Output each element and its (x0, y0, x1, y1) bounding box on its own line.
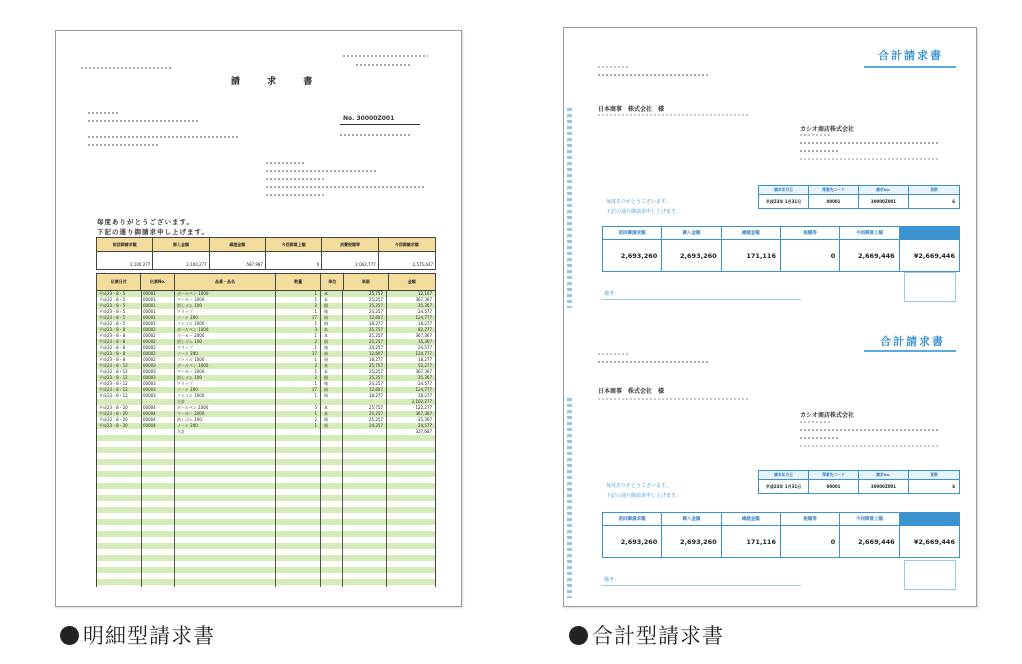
invoice-title: 請 求 書 (231, 77, 325, 87)
amount-value: ¥2,669,446 (913, 251, 955, 260)
address-line (598, 361, 708, 363)
greeting-line-1: 毎度ありがとうございます。 (97, 218, 194, 226)
cell-price: 18,277 (369, 357, 383, 362)
cell-qty: 5 (314, 405, 317, 410)
info-table (758, 185, 960, 209)
cell-no: 00002 (143, 351, 156, 356)
cell-qty: 3 (314, 327, 317, 332)
amount-value: 0 (781, 240, 840, 271)
cell-date: 平成23・8・20 (99, 405, 128, 410)
cell-amount: 82,277 (418, 327, 432, 332)
cell-unit: 本 (324, 333, 328, 338)
cell-name: ボールペン 1000 (177, 363, 209, 368)
cell-no: 00003 (143, 393, 156, 398)
customer-line (88, 144, 158, 146)
caption-text: 合計型請求書 (592, 624, 724, 648)
stamp-box (904, 272, 956, 302)
cell-unit: 本 (324, 363, 328, 368)
cell-amount: 35,367 (418, 339, 432, 344)
detail-header: 伝票日付 (97, 274, 141, 290)
cell-amount: 18,277 (418, 357, 432, 362)
cell-qty: 1 (314, 381, 317, 386)
cell-no: 00003 (143, 387, 156, 392)
cell-date: 平成23・8・8 (99, 345, 126, 350)
amount-header: 御入金額 (662, 513, 721, 526)
detail-header: 伝票No. (141, 274, 175, 290)
cell-unit: 本 (324, 411, 328, 416)
cell-name: クリップ (177, 345, 193, 350)
info-value: 平成23年 1月31日 (759, 480, 809, 493)
cell-name: マーカー 2000 (177, 411, 205, 416)
greeting-line-1: 毎度ありがとうございます。 (606, 199, 671, 205)
postal-code-line (88, 112, 118, 114)
cell-amount: 35,367 (418, 303, 432, 308)
cell-amount: 52,277 (418, 363, 432, 368)
cell-qty: 1 (314, 357, 317, 362)
amount-header-fill (900, 513, 959, 526)
cell-amount: 24,577 (418, 423, 432, 428)
customer-name: 日本商事 株式会社 様 (598, 106, 665, 113)
cell-amount: 2,102,277 (411, 399, 432, 404)
cell-date: 平成23・8・12 (99, 363, 128, 368)
cell-unit: 箱 (324, 309, 328, 314)
cell-date: 平成23・8・5 (99, 303, 126, 308)
cell-amount: 24,577 (418, 381, 432, 386)
greeting-line-2: 下記の通り御請求申し上げます。 (606, 493, 681, 499)
amount-table (602, 226, 960, 272)
cell-unit: 個 (324, 375, 328, 380)
cell-qty: 2 (314, 303, 317, 308)
info-value: 00001 (809, 195, 859, 208)
detail-header: 単位 (321, 274, 344, 290)
summary-header: 前回御請求額 (97, 238, 153, 252)
cell-unit: 個 (324, 417, 328, 422)
cell-no: 00004 (143, 405, 156, 410)
info-header: 請求No. (859, 186, 909, 195)
cell-amount: 35,367 (418, 375, 432, 380)
cell-no: 00004 (143, 423, 156, 428)
info-header: 得意先コード (809, 471, 859, 480)
cell-date: 平成23・8・12 (99, 393, 128, 398)
caption-detailed (60, 620, 215, 650)
cell-qty: 1 (314, 297, 317, 302)
cell-date: 平成23・8・20 (99, 417, 128, 422)
amount-header: 今回御買上額 (840, 513, 899, 526)
invoice-number: No. 30000Z001 (343, 115, 395, 122)
cell-qty: 2 (314, 417, 317, 422)
cell-amount: 24,577 (418, 345, 432, 350)
amount-header: 繰越金額 (722, 513, 781, 526)
detail-header: 数量 (276, 274, 321, 290)
greeting-line-2: 下記の通り御請求申し上げます。 (97, 228, 209, 236)
cell-price: 25,257 (369, 333, 383, 338)
summary-value: 2,100,277 (153, 252, 209, 269)
cell-price: 25,257 (369, 339, 383, 344)
caption-summary (569, 620, 724, 650)
cell-no: 00001 (143, 297, 156, 302)
date-line (343, 55, 428, 57)
cell-date: 平成23・8・8 (99, 333, 126, 338)
amount-value: 171,116 (722, 240, 781, 271)
amount-header: 今回御買上額 (840, 227, 899, 240)
bullet-icon (60, 626, 79, 645)
invoice-title: 合計請求書 (878, 49, 943, 62)
cell-price: 25,757 (369, 405, 383, 410)
info-value: 6 (952, 199, 955, 204)
cell-no: 00001 (143, 321, 156, 326)
cell-unit: 冊 (324, 357, 328, 362)
cell-unit: 個 (324, 303, 328, 308)
address-line (88, 120, 198, 122)
amount-header: 繰越金額 (722, 227, 781, 240)
info-value: 6 (952, 484, 955, 489)
cell-name: ボールペン 1000 (177, 291, 209, 296)
amount-header: 税額等 (781, 227, 840, 240)
cell-qty: 1 (314, 369, 317, 374)
issuer-address-line (266, 170, 376, 172)
amount-header: 御入金額 (662, 227, 721, 240)
cell-name: ノート 200 (177, 387, 198, 392)
cell-price: 25,757 (369, 291, 383, 296)
stamp-box (904, 560, 956, 590)
summary-header: 繰越金額 (210, 238, 266, 252)
customer-tel-line (598, 114, 748, 116)
cell-name: ボールペン 1000 (177, 405, 209, 410)
cell-price: 25,257 (369, 417, 383, 422)
cell-date: 平成23・8・12 (99, 369, 128, 374)
cell-price: 12,607 (369, 387, 383, 392)
cell-name: ノート 200 (177, 423, 198, 428)
cell-no: 00002 (143, 327, 156, 332)
cell-qty: 1 (314, 423, 317, 428)
cell-name: ノート 200 (177, 315, 198, 320)
cell-price: 25,257 (369, 297, 383, 302)
cell-date: 平成23・8・8 (99, 339, 126, 344)
cell-price: 24,257 (369, 309, 383, 314)
cell-no: 00003 (143, 363, 156, 368)
info-header: 請求年月日 (759, 186, 809, 195)
cell-price: 25,257 (369, 369, 383, 374)
detail-header: 金額 (407, 279, 416, 284)
cell-amount: 124,777 (415, 387, 432, 392)
cell-amount: 122,277 (415, 405, 432, 410)
summary-header: 今回御買上額 (266, 238, 322, 252)
cell-amount: 35,367 (418, 417, 432, 422)
cell-qty: 17 (311, 387, 317, 392)
cell-date: 平成23・8・8 (99, 327, 126, 332)
cell-name: ファイル 1000 (177, 321, 205, 326)
summary-value: 587,987 (210, 252, 266, 269)
greeting-line-2: 下記の通り御請求申し上げます。 (606, 209, 681, 215)
cell-unit: 本 (324, 369, 328, 374)
detail-table-body (97, 291, 435, 587)
info-header: 請求No. (859, 471, 909, 480)
cell-unit: 箱 (324, 345, 328, 350)
summary-value: 2,575,647 (412, 262, 433, 267)
cell-name: ノート 200 (177, 351, 198, 356)
detail-table-header (97, 274, 435, 291)
cell-amount: 367,367 (415, 411, 432, 416)
cell-unit: 本 (324, 327, 328, 332)
cell-qty: 1 (314, 393, 317, 398)
customer-tel-line (598, 398, 748, 400)
info-value: 平成23年 1月31日 (759, 195, 809, 208)
cell-no: 00001 (143, 315, 156, 320)
memo-line (601, 299, 801, 300)
cell-name: クリップ (177, 309, 193, 314)
cell-name: クリップ (177, 381, 193, 386)
cell-no: 00002 (143, 345, 156, 350)
cell-price: 25,257 (369, 375, 383, 380)
issuer-tel-line (266, 186, 426, 188)
cell-no: 00002 (143, 333, 156, 338)
header-text-line (81, 67, 171, 69)
info-header: 請求年月日 (759, 471, 809, 480)
cell-amount: 12,107 (418, 291, 432, 296)
cell-price: 25,257 (369, 411, 383, 416)
customer-name: 日本商事 株式会社 様 (598, 388, 665, 395)
cell-qty: 17 (311, 351, 317, 356)
cell-price: 25,757 (369, 363, 383, 368)
issuer-address-line (800, 437, 840, 439)
detail-header: 品番・品名 (175, 274, 276, 290)
amount-value: 2,693,260 (662, 240, 721, 271)
cell-amount: 367,367 (415, 333, 432, 338)
amount-value: ¥2,669,446 (913, 537, 955, 546)
memo-line (601, 585, 801, 586)
cell-unit: 冊 (324, 387, 328, 392)
cell-qty: 2 (314, 363, 317, 368)
page-line (356, 64, 411, 66)
summary-invoice-sheet (563, 27, 977, 607)
amount-header: 前回御請求額 (603, 513, 662, 526)
issuer-address-line (800, 150, 840, 152)
greeting-line-1: 毎度ありがとうございます。 (606, 483, 671, 489)
cell-price: 24,257 (369, 423, 383, 428)
info-header: 頁数 (909, 186, 959, 195)
amount-value: 2,693,260 (603, 526, 662, 557)
cell-name: ファイル 1000 (177, 393, 205, 398)
summary-value: 2,100,277 (97, 252, 153, 269)
tel-line (88, 136, 238, 138)
amount-value: 2,669,446 (840, 240, 899, 271)
summary-header: 御入金額 (153, 238, 209, 252)
cell-unit: 本 (324, 291, 328, 296)
cell-no: 00002 (143, 357, 156, 362)
cell-name: マーカー 2000 (177, 297, 205, 302)
cell-unit: 冊 (324, 393, 328, 398)
cell-no: 00003 (143, 381, 156, 386)
date-line (340, 134, 410, 136)
cell-qty: 1 (314, 321, 317, 326)
cell-no: 00002 (143, 339, 156, 344)
amount-value: 0 (781, 526, 840, 557)
info-value: 00001 (809, 480, 859, 493)
cell-unit: 個 (324, 339, 328, 344)
postal-code-line (598, 353, 628, 355)
summary-header: 今回御請求額 (379, 238, 435, 252)
caption-text: 明細型請求書 (83, 624, 215, 648)
cell-date: 平成23・8・12 (99, 381, 128, 386)
cell-date: 平成23・8・12 (99, 375, 128, 380)
info-value: 30000Z001 (859, 480, 909, 493)
cell-qty: 17 (311, 315, 317, 320)
cell-amount: 124,777 (415, 315, 432, 320)
amount-value: 2,669,446 (840, 526, 899, 557)
issuer-tel-line (800, 445, 940, 447)
amount-header-fill (900, 227, 959, 240)
cell-unit: 冊 (324, 321, 328, 326)
cell-date: 平成23・8・5 (99, 315, 126, 320)
issuer-address-line (266, 178, 326, 180)
amount-header: 前回御請求額 (603, 227, 662, 240)
cell-amount: 367,367 (415, 297, 432, 302)
address-line (598, 74, 708, 76)
cell-amount: 327,687 (415, 429, 432, 434)
cell-unit: 本 (324, 405, 328, 410)
postal-code-line (598, 66, 628, 68)
cell-price: 18,277 (369, 393, 383, 398)
cell-date: 平成23・8・5 (99, 291, 126, 296)
info-table (758, 470, 960, 494)
issuer-address-line (800, 142, 940, 144)
cell-price: 25,257 (369, 303, 383, 308)
info-header: 頁数 (909, 471, 959, 480)
cell-no: 00003 (143, 369, 156, 374)
cell-name: 小計 (177, 399, 185, 404)
memo-label: 備考： (604, 577, 620, 583)
cell-unit: 冊 (324, 351, 328, 356)
perforation-strip (567, 108, 572, 308)
cell-date: 平成23・8・8 (99, 357, 126, 362)
cell-price: 24,257 (369, 345, 383, 350)
cell-qty: 2 (314, 339, 317, 344)
cell-name: 消しゴム 100 (177, 303, 202, 308)
cell-no: 00004 (143, 411, 156, 416)
cell-name: マーカー 2000 (177, 369, 205, 374)
cell-no: 00001 (143, 291, 156, 296)
info-value: 30000Z001 (859, 195, 909, 208)
cell-name: 消しゴム 100 (177, 339, 202, 344)
issuer-tel-line (800, 158, 940, 160)
issuer-address-line (800, 429, 940, 431)
cell-amount: 18,277 (418, 393, 432, 398)
cell-name: 消しゴム 100 (177, 375, 202, 380)
memo-label: 備考： (604, 291, 620, 297)
cell-no: 00004 (143, 417, 156, 422)
cell-name: 合計 (177, 429, 185, 434)
cell-date: 平成23・8・8 (99, 351, 126, 356)
summary-table (96, 237, 436, 270)
issuer-postal-line (266, 162, 306, 164)
summary-value: 0 (266, 252, 322, 269)
cell-date: 平成23・8・20 (99, 423, 128, 428)
cell-date: 平成23・8・5 (99, 309, 126, 314)
amount-value: 2,693,260 (603, 240, 662, 271)
cell-price: 12,607 (369, 351, 383, 356)
cell-price: 25,757 (369, 327, 383, 332)
cell-price: 12,607 (369, 315, 383, 320)
amount-value: 2,693,260 (662, 526, 721, 557)
bullet-icon (569, 626, 588, 645)
cell-date: 平成23・8・12 (99, 387, 128, 392)
cell-no: 00003 (143, 375, 156, 380)
cell-unit: 冊 (324, 315, 328, 320)
cell-date: 平成23・8・20 (99, 411, 128, 416)
cell-no: 00001 (143, 309, 156, 314)
cell-qty: 1 (314, 411, 317, 416)
amount-header: 税額等 (781, 513, 840, 526)
cell-price: 18,277 (369, 321, 383, 326)
cell-name: 消しゴム 100 (177, 417, 202, 422)
amount-table (602, 512, 960, 558)
title-underline (864, 350, 956, 352)
info-header: 得意先コード (809, 186, 859, 195)
detailed-invoice-sheet (55, 30, 462, 607)
perforation-strip (567, 398, 572, 598)
issuer-name: カシオ商店株式会社 (800, 126, 855, 133)
cell-date: 平成23・8・5 (99, 321, 126, 326)
cell-name: ファイル 1000 (177, 357, 205, 362)
cell-qty: 1 (314, 333, 317, 338)
amount-value: 171,116 (722, 526, 781, 557)
title-underline (864, 66, 956, 68)
cell-qty: 1 (314, 291, 317, 296)
summary-value: 2,062,777 (322, 252, 378, 269)
cell-qty: 1 (314, 345, 317, 350)
cell-unit: 冊 (324, 423, 328, 428)
cell-amount: 124,777 (415, 351, 432, 356)
cell-qty: 2 (314, 375, 317, 380)
cell-amount: 18,277 (418, 321, 432, 326)
cell-unit: 本 (324, 297, 328, 302)
cell-no: 00001 (143, 303, 156, 308)
cell-name: マーカー 2000 (177, 333, 205, 338)
cell-date: 平成23・8・5 (99, 297, 126, 302)
cell-name: ボールペン 1000 (177, 327, 209, 332)
issuer-name-line (266, 194, 326, 196)
issuer-postal-line (800, 134, 830, 136)
cell-unit: 箱 (324, 381, 328, 386)
detail-header: 単価 (344, 274, 388, 290)
cell-qty: 1 (314, 309, 317, 314)
issuer-name: カシオ商店株式会社 (800, 412, 855, 419)
detail-table (96, 273, 436, 587)
table-row (97, 429, 435, 435)
issuer-postal-line (800, 421, 830, 423)
cell-price: 24,257 (369, 381, 383, 386)
cell-amount: 367,367 (415, 369, 432, 374)
invoice-title: 合計請求書 (880, 335, 945, 348)
summary-header: 消費税額等 (322, 238, 378, 252)
cell-amount: 24,577 (418, 309, 432, 314)
